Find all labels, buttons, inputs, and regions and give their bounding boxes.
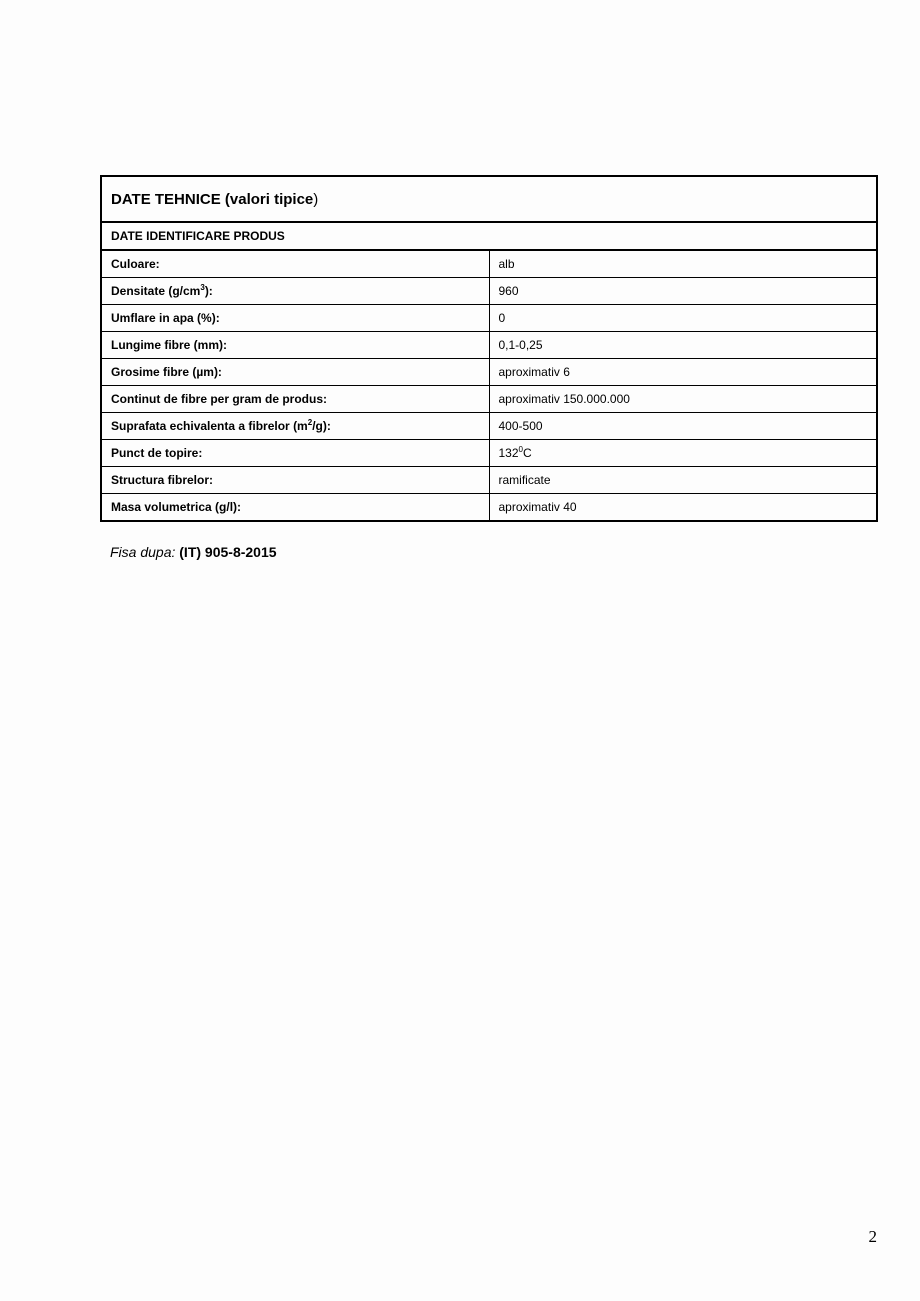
row-value: 960: [489, 278, 877, 305]
row-value: alb: [489, 250, 877, 278]
row-value: aproximativ 150.000.000: [489, 386, 877, 413]
row-label-suffix: ):: [204, 284, 213, 298]
superscript: 2: [307, 418, 313, 427]
page-number: 2: [868, 1227, 877, 1246]
technical-data-table: [100, 175, 878, 522]
row-label: Structura fibrelor:: [101, 467, 489, 494]
source-value: (IT) 905-8-2015: [179, 544, 277, 560]
row-label: Grosime fibre (µm):: [101, 359, 489, 386]
row-label: Umflare in apa (%):: [101, 305, 489, 332]
source-reference: [110, 544, 277, 560]
source-label: Fisa dupa:: [110, 544, 176, 560]
table-row: [101, 305, 877, 332]
row-label: [101, 413, 489, 440]
row-value-suffix: C: [522, 446, 532, 460]
row-label-text: Suprafata echivalenta a fibrelor (m: [111, 419, 308, 433]
row-value: aproximativ 6: [489, 359, 877, 386]
row-value: [489, 440, 877, 467]
row-value: ramificate: [489, 467, 877, 494]
table-title-row: [101, 176, 877, 222]
table-title: [101, 176, 877, 222]
row-label: Continut de fibre per gram de produs:: [101, 386, 489, 413]
superscript: 0: [518, 445, 523, 454]
row-value-text: 132: [498, 446, 519, 460]
row-value: aproximativ 40: [489, 494, 877, 522]
table-row: [101, 440, 877, 467]
table-row: [101, 278, 877, 305]
table-title-main: DATE TEHNICE (valori tipice: [111, 190, 314, 208]
table-row: [101, 494, 877, 522]
row-label-suffix: /g):: [312, 419, 331, 433]
row-label: Lungime fibre (mm):: [101, 332, 489, 359]
row-value: 0: [489, 305, 877, 332]
row-value: 0,1-0,25: [489, 332, 877, 359]
row-value: 400-500: [489, 413, 877, 440]
row-label: [101, 278, 489, 305]
superscript: 3: [200, 283, 205, 292]
table-row: [101, 359, 877, 386]
table-row: [101, 332, 877, 359]
row-label-text: Densitate (g/cm: [111, 284, 201, 298]
row-label: Punct de topire:: [101, 440, 489, 467]
table-row: [101, 467, 877, 494]
section-header: DATE IDENTIFICARE PRODUS: [101, 222, 877, 250]
table-title-paren: ): [313, 190, 319, 208]
table-row: [101, 250, 877, 278]
section-header-row: [101, 222, 877, 250]
table-row: [101, 386, 877, 413]
row-label: Culoare:: [101, 250, 489, 278]
table-row: [101, 413, 877, 440]
row-label: Masa volumetrica (g/l):: [101, 494, 489, 522]
